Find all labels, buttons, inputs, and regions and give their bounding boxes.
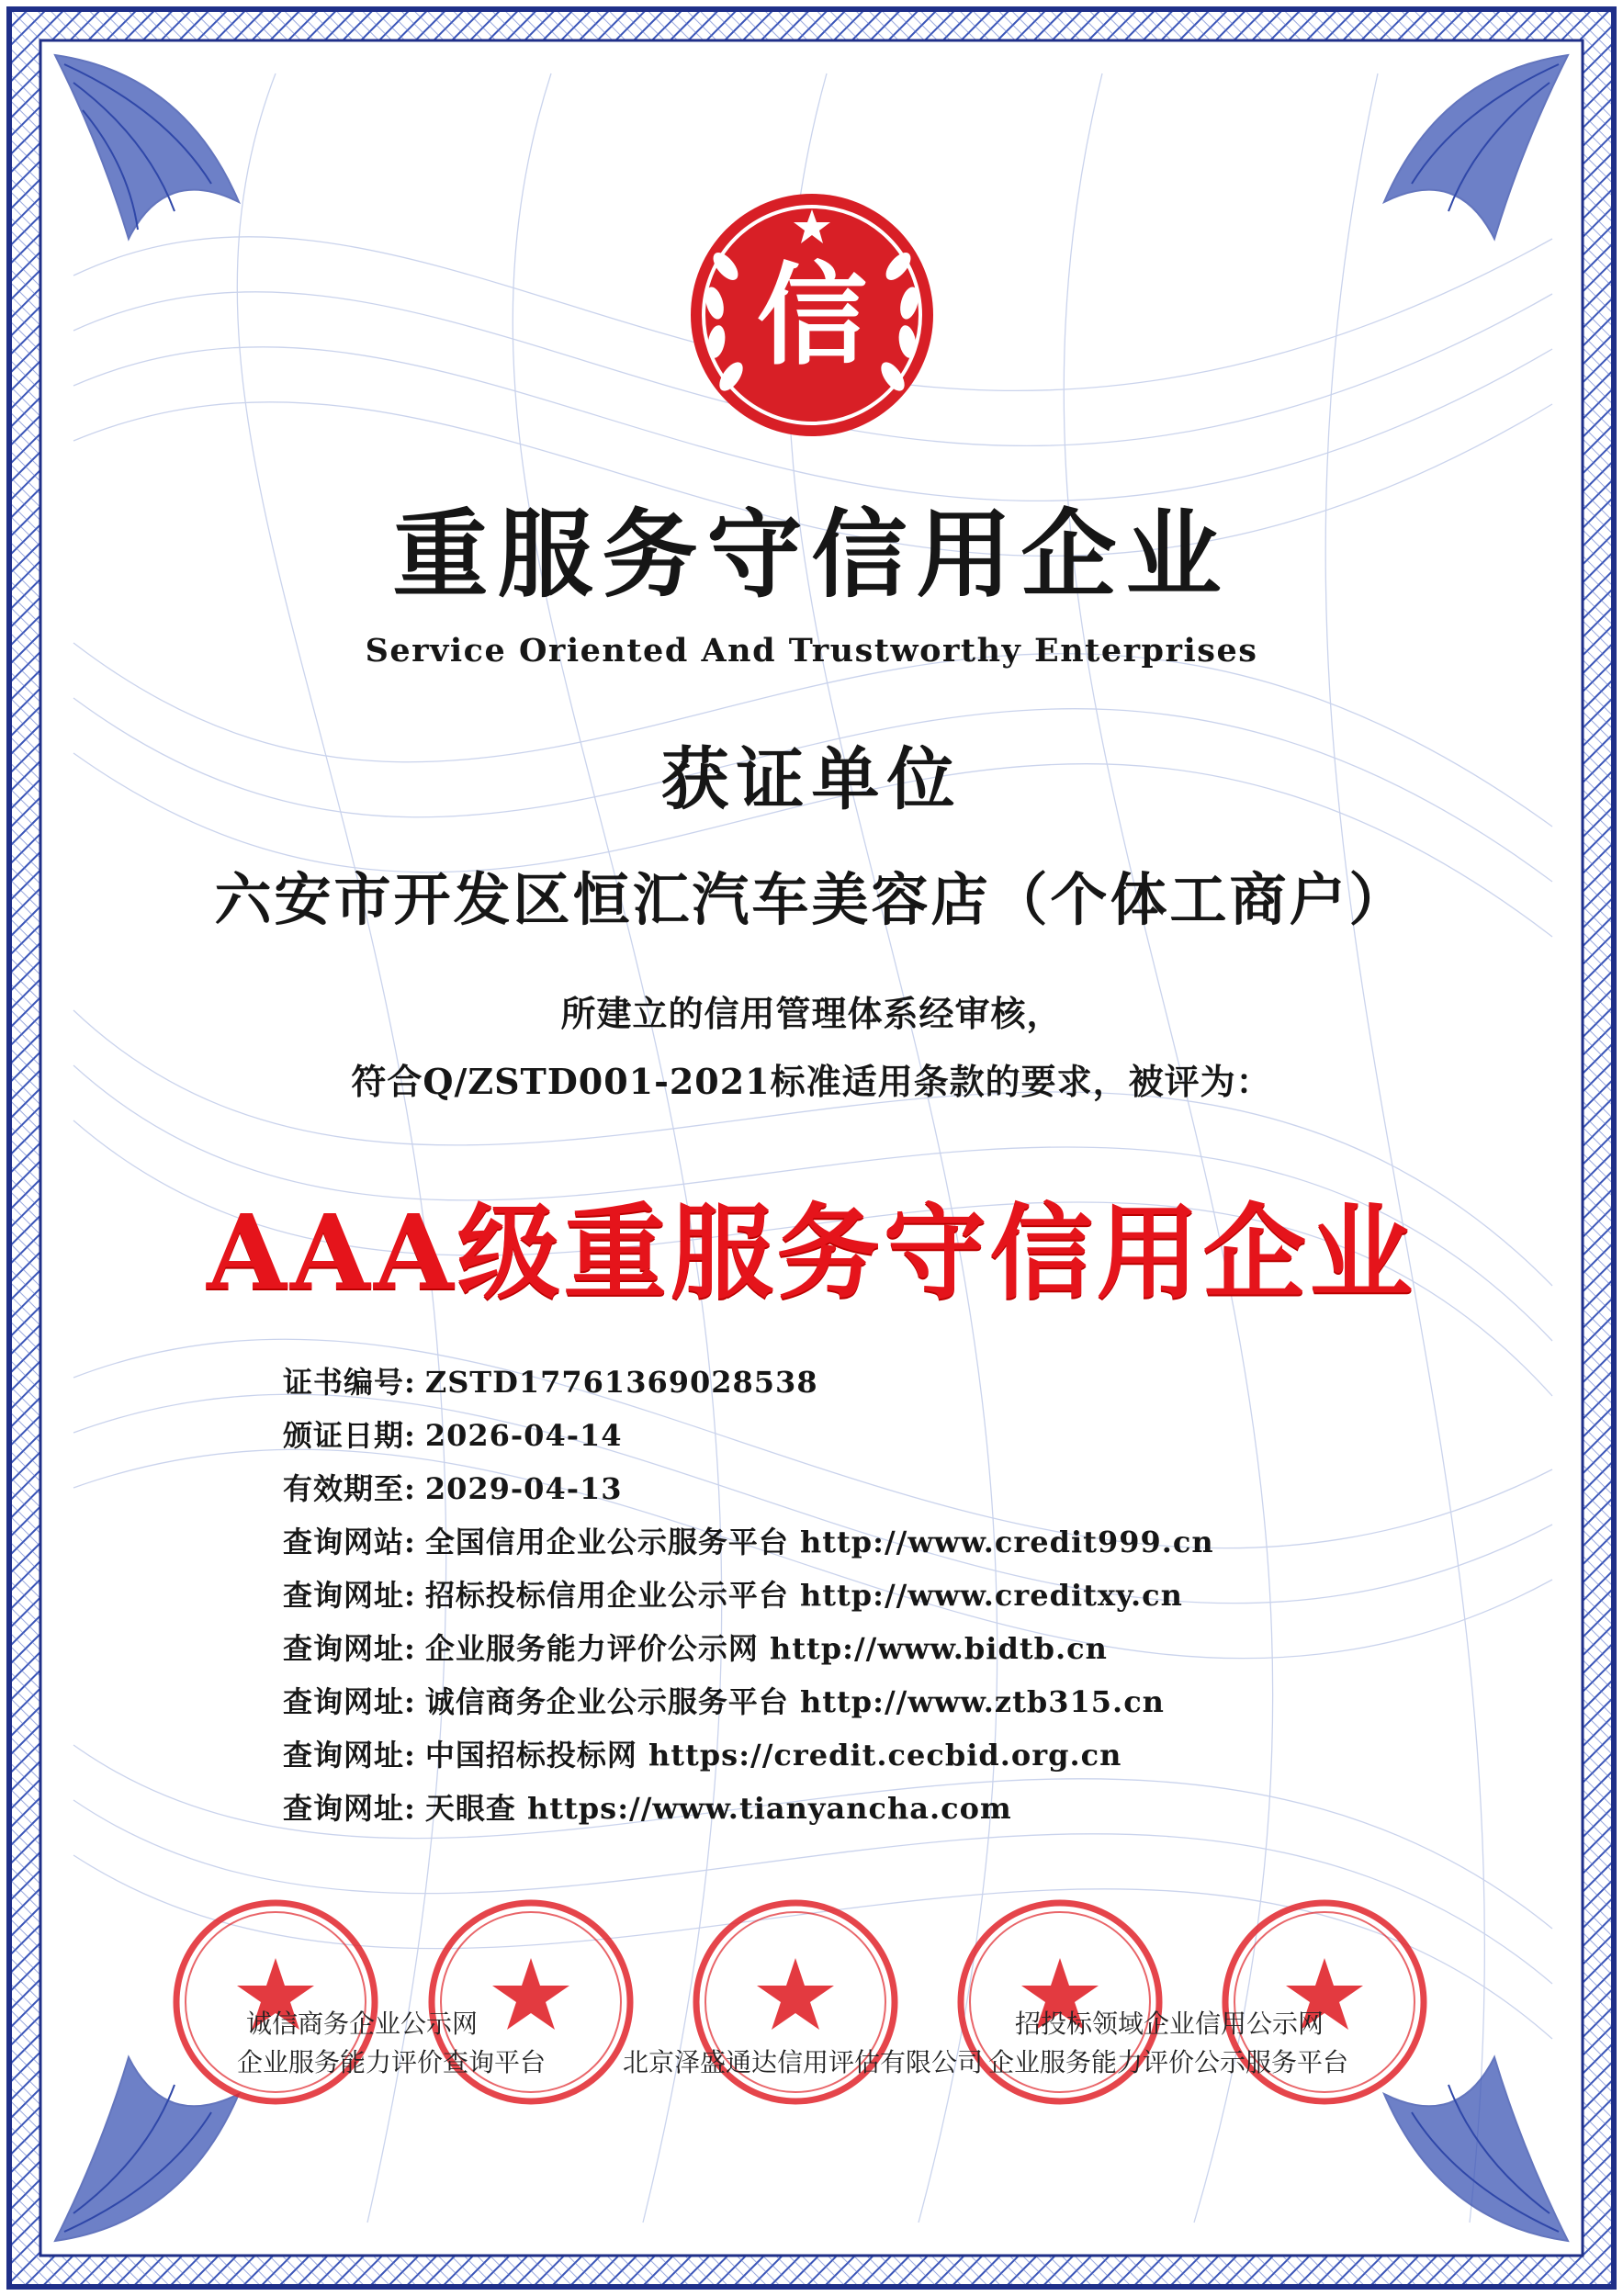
info-row-query-site	[283, 1785, 1477, 1839]
info-value: 2026-04-14	[424, 1418, 623, 1453]
info-label: 查询网址:	[283, 1631, 416, 1666]
award-label: 获证单位	[660, 740, 963, 819]
info-label: 查询网址:	[283, 1738, 416, 1773]
seal-caption-bottom-1: 企业服务能力评价查询平台	[237, 2047, 547, 2077]
description-line-1: 所建立的信用管理体系经审核，	[560, 993, 1063, 1034]
seal-row	[0, 1892, 1623, 2131]
info-label: 有效期至:	[283, 1471, 416, 1506]
info-row-issue-date	[283, 1412, 1477, 1466]
seal-caption-top-right: 招投标领域企业信用公示网	[1015, 2009, 1324, 2039]
info-label: 证书编号:	[283, 1365, 416, 1400]
info-value: 中国招标投标网 https://credit.cecbid.org.cn	[424, 1738, 1122, 1773]
certificate-info	[283, 1359, 1477, 1839]
corner-ornament-top-left	[55, 55, 239, 239]
seal-caption-bottom-2: 北京泽盛通达信用评估有限公司	[623, 2047, 984, 2077]
seal-stamp-1	[165, 1892, 386, 2112]
seal-stamp-2	[421, 1892, 641, 2112]
grade-title: AAA级重服务守信用企业	[207, 1193, 1416, 1313]
corner-ornament-top-right	[1384, 55, 1568, 239]
info-row-query-site	[283, 1679, 1477, 1732]
info-label: 查询网址:	[283, 1684, 416, 1719]
info-value: 天眼查 https://www.tianyancha.com	[424, 1791, 1012, 1826]
info-row-cert-number	[283, 1359, 1477, 1412]
info-value: ZSTD17761369028538	[424, 1365, 818, 1400]
info-row-query-site	[283, 1572, 1477, 1626]
info-value: 全国信用企业公示服务平台 http://www.credit999.cn	[424, 1525, 1214, 1559]
info-label: 查询网站:	[283, 1525, 416, 1559]
info-value: 2029-04-13	[424, 1471, 623, 1506]
info-value: 诚信商务企业公示服务平台 http://www.ztb315.cn	[424, 1684, 1165, 1719]
certificate-title-english: Service Oriented And Trustworthy Enterprises	[365, 632, 1258, 670]
credit-emblem	[691, 194, 933, 436]
seal-caption-bottom-3: 企业服务能力评价公示服务平台	[988, 2047, 1349, 2077]
info-label: 查询网址:	[283, 1791, 416, 1826]
seal-stamp-4	[950, 1892, 1170, 2112]
certificate-title: 重服务守信用企业	[392, 498, 1231, 611]
seal-caption-top-left: 诚信商务企业公示网	[246, 2009, 479, 2039]
seal-stamp-3	[685, 1892, 906, 2112]
info-value: 企业服务能力评价公示网 http://www.bidtb.cn	[424, 1631, 1108, 1666]
description-line-2: 符合Q/ZSTD001-2021标准适用条款的要求，被评为：	[351, 1061, 1272, 1102]
emblem-character: 信	[757, 251, 867, 380]
info-label: 颁证日期:	[283, 1418, 416, 1453]
info-row-query-site	[283, 1732, 1477, 1785]
info-row-query-site	[283, 1519, 1477, 1572]
info-row-expiry-date	[283, 1466, 1477, 1519]
info-label: 查询网址:	[283, 1578, 416, 1613]
info-value: 招标投标信用企业公示平台 http://www.creditxy.cn	[424, 1578, 1183, 1613]
seal-stamp-5	[1214, 1892, 1435, 2112]
info-row-query-site	[283, 1626, 1477, 1679]
company-name: 六安市开发区恒汇汽车美容店（个体工商户）	[214, 866, 1409, 933]
